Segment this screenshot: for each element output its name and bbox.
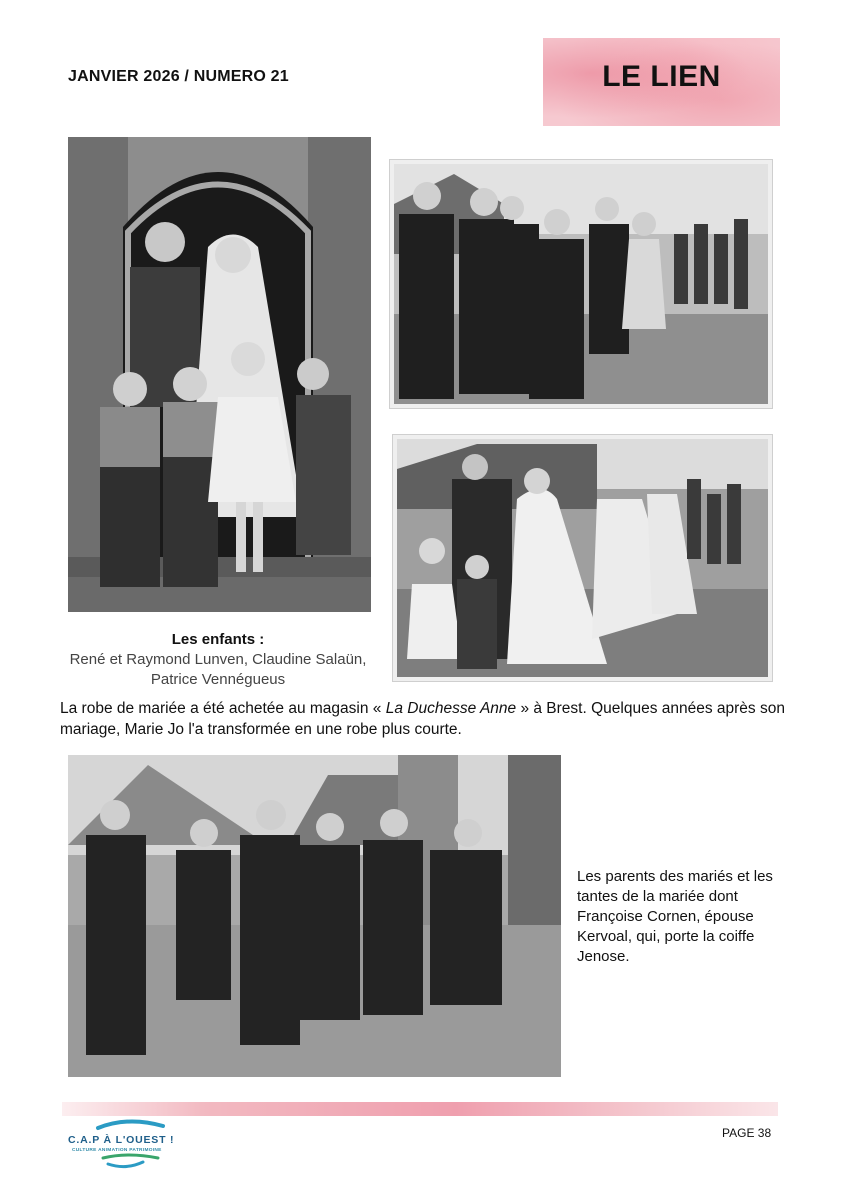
- photo-parents-aunts: [68, 755, 561, 1077]
- page-number: PAGE 38: [722, 1126, 772, 1140]
- paragraph-part1: La robe de mariée a été achetée au magasin «: [60, 700, 386, 717]
- cap-a-louest-logo: [68, 1118, 178, 1172]
- logo-text: C.A.P À L'OUEST !: [68, 1134, 175, 1146]
- photo-wedding-procession: [390, 160, 772, 408]
- caption-children: [68, 630, 368, 690]
- footer-decorative-bar: [62, 1102, 778, 1116]
- photo-bride-groom-procession: [393, 435, 772, 681]
- paragraph-part2: » à Brest. Quelques années après son mariage, Marie Jo l'a transformée en une robe plus courte.: [60, 700, 785, 738]
- shop-name: La Duchesse Anne: [385, 700, 517, 717]
- logo-subtitle: CULTURE ANIMATION PATRIMOINE: [72, 1148, 162, 1153]
- caption-children-title: Les enfants :: [171, 631, 265, 648]
- caption-parents: Les parents des mariés et les tantes de la mariée dont Françoise Cornen, épouse Kervoal, qui, porte la coiffe Jenose.: [577, 868, 773, 965]
- masthead: [543, 38, 780, 126]
- magazine-title: LE LIEN: [602, 60, 721, 93]
- issue-label: JANVIER 2026 / NUMERO 21: [68, 68, 289, 85]
- photo-children-church-door: [68, 137, 371, 612]
- dress-paragraph: [60, 698, 800, 740]
- caption-children-names: René et Raymond Lunven, Claudine Salaün, Patrice Vennégueus: [69, 651, 367, 688]
